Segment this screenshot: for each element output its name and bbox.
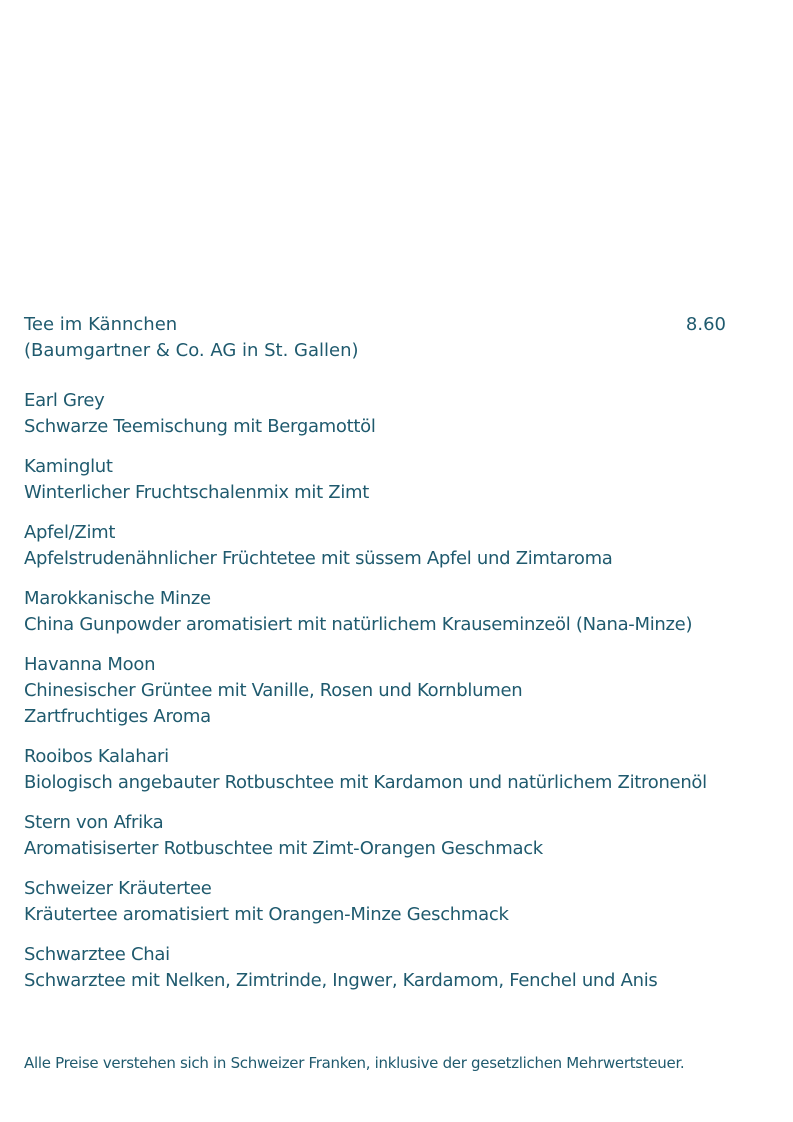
tea-name: Marokkanische Minze bbox=[24, 588, 211, 609]
tea-description: China Gunpowder aromatisiert mit natürlichem Krauseminzeöl (Nana-Minze) bbox=[24, 614, 693, 635]
tea-name: Schwarztee Chai bbox=[24, 944, 170, 965]
tea-description: Winterlicher Fruchtschalenmix mit Zimt bbox=[24, 482, 370, 503]
tea-description: Biologisch angebauter Rotbuschtee mit Kardamon und natürlichem Zitronenöl bbox=[24, 772, 707, 793]
tea-name: Kaminglut bbox=[24, 456, 113, 477]
tea-item bbox=[24, 454, 764, 506]
tea-list bbox=[24, 388, 764, 994]
tea-item bbox=[24, 520, 764, 572]
tea-name: Earl Grey bbox=[24, 390, 105, 411]
price-footnote: Alle Preise verstehen sich in Schweizer Franken, inklusive der gesetzlichen Mehrwertsteuer. bbox=[24, 1054, 685, 1072]
tea-description: Zartfruchtiges Aroma bbox=[24, 706, 211, 727]
tea-item bbox=[24, 810, 764, 862]
tea-item bbox=[24, 388, 764, 440]
tea-name: Schweizer Kräutertee bbox=[24, 878, 212, 899]
section-title: Tee im Kännchen bbox=[24, 314, 178, 335]
tea-description: Schwarze Teemischung mit Bergamottöl bbox=[24, 416, 376, 437]
tea-description: Schwarztee mit Nelken, Zimtrinde, Ingwer, Kardamom, Fenchel und Anis bbox=[24, 970, 658, 991]
tea-name: Stern von Afrika bbox=[24, 812, 164, 833]
section-subtitle: (Baumgartner & Co. AG in St. Gallen) bbox=[24, 340, 359, 361]
tea-item bbox=[24, 586, 764, 638]
tea-name: Rooibos Kalahari bbox=[24, 746, 169, 767]
tea-description: Apfelstrudenähnlicher Früchtetee mit süssem Apfel und Zimtaroma bbox=[24, 548, 613, 569]
section-header bbox=[24, 312, 726, 338]
tea-menu bbox=[24, 312, 764, 1008]
tea-name: Apfel/Zimt bbox=[24, 522, 116, 543]
tea-description: Chinesischer Grüntee mit Vanille, Rosen und Kornblumen bbox=[24, 680, 523, 701]
tea-item bbox=[24, 942, 764, 994]
tea-item bbox=[24, 652, 764, 730]
tea-description: Kräutertee aromatisiert mit Orangen-Minze Geschmack bbox=[24, 904, 509, 925]
tea-name: Havanna Moon bbox=[24, 654, 156, 675]
tea-item bbox=[24, 744, 764, 796]
tea-description: Aromatisiserter Rotbuschtee mit Zimt-Orangen Geschmack bbox=[24, 838, 543, 859]
section-price: 8.60 bbox=[685, 314, 726, 335]
tea-item bbox=[24, 876, 764, 928]
